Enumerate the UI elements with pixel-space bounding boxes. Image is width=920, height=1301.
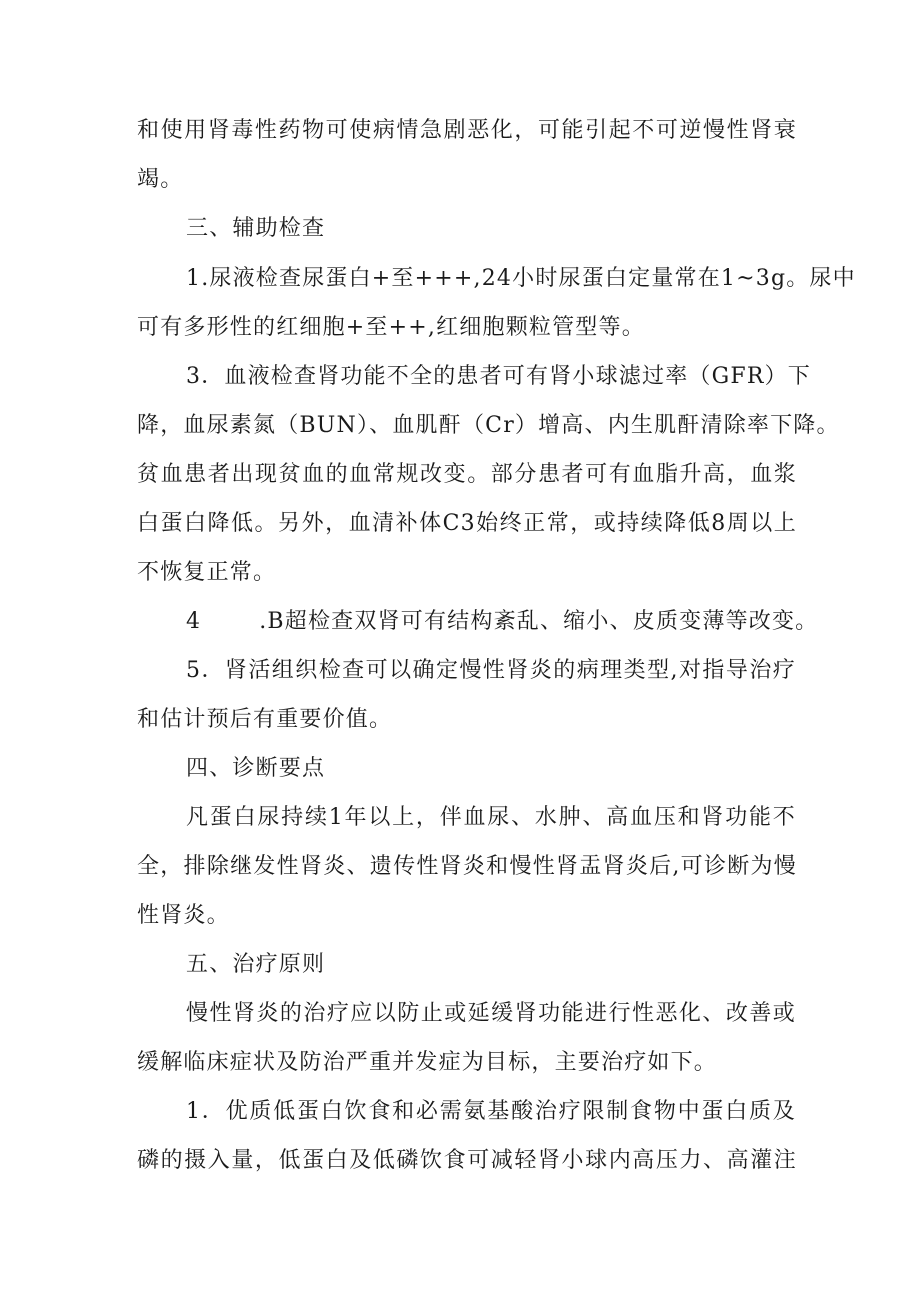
paragraph-line: 1.尿液检查尿蛋白+至+++,24小时尿蛋白定量常在1~3g。尿中 [186, 266, 856, 291]
paragraph-line: 降，血尿素氮（BUN）、血肌酐（Cr）增高、内生肌酐清除率下降。 [137, 413, 840, 438]
paragraph-line: 1．优质低蛋白饮食和必需氨基酸治疗限制食物中蛋白质及 [186, 1099, 796, 1124]
paragraph-line: 5．肾活组织检查可以确定慢性肾炎的病理类型,对指导治疗 [186, 658, 796, 683]
paragraph-line: 和估计预后有重要价值。 [137, 707, 393, 732]
paragraph-line: 贫血患者出现贫血的血常规改变。部分患者可有血脂升高，血浆 [137, 462, 797, 487]
list-item-text: .B超检查双肾可有结构紊乱、缩小、皮质变薄等改变。 [259, 609, 819, 634]
paragraph-line: 3．血液检查肾功能不全的患者可有肾小球滤过率（GFR）下 [186, 364, 812, 389]
section-heading: 三、辅助检查 [186, 216, 326, 241]
paragraph-line: 性肾炎。 [137, 903, 230, 928]
paragraph-line: 慢性肾炎的治疗应以防止或延缓肾功能进行性恶化、改善或 [186, 1001, 796, 1026]
paragraph-line: 全，排除继发性肾炎、遗传性肾炎和慢性肾盂肾炎后,可诊断为慢 [137, 854, 797, 879]
paragraph-line: 和使用肾毒性药物可使病情急剧恶化，可能引起不可逆慢性肾衰 [137, 118, 797, 143]
paragraph-line: 凡蛋白尿持续1年以上，伴血尿、水肿、高血压和肾功能不 [186, 805, 796, 830]
list-number: 4 [186, 609, 202, 634]
paragraph-line: 磷的摄入量，低蛋白及低磷饮食可减轻肾小球内高压力、高灌注 [137, 1148, 797, 1173]
paragraph-line: 可有多形性的红细胞+至++,红细胞颗粒管型等。 [137, 315, 645, 340]
paragraph-line: 竭。 [137, 167, 184, 192]
section-heading: 五、治疗原则 [186, 952, 326, 977]
paragraph-line: 缓解临床症状及防治严重并发症为目标，主要治疗如下。 [137, 1050, 718, 1075]
paragraph-line: 不恢复正常。 [137, 560, 277, 585]
paragraph-line: 白蛋白降低。另外，血清补体C3始终正常，或持续降低8周以上 [137, 511, 797, 536]
section-heading: 四、诊断要点 [186, 756, 326, 781]
paragraph-line [186, 607, 819, 637]
